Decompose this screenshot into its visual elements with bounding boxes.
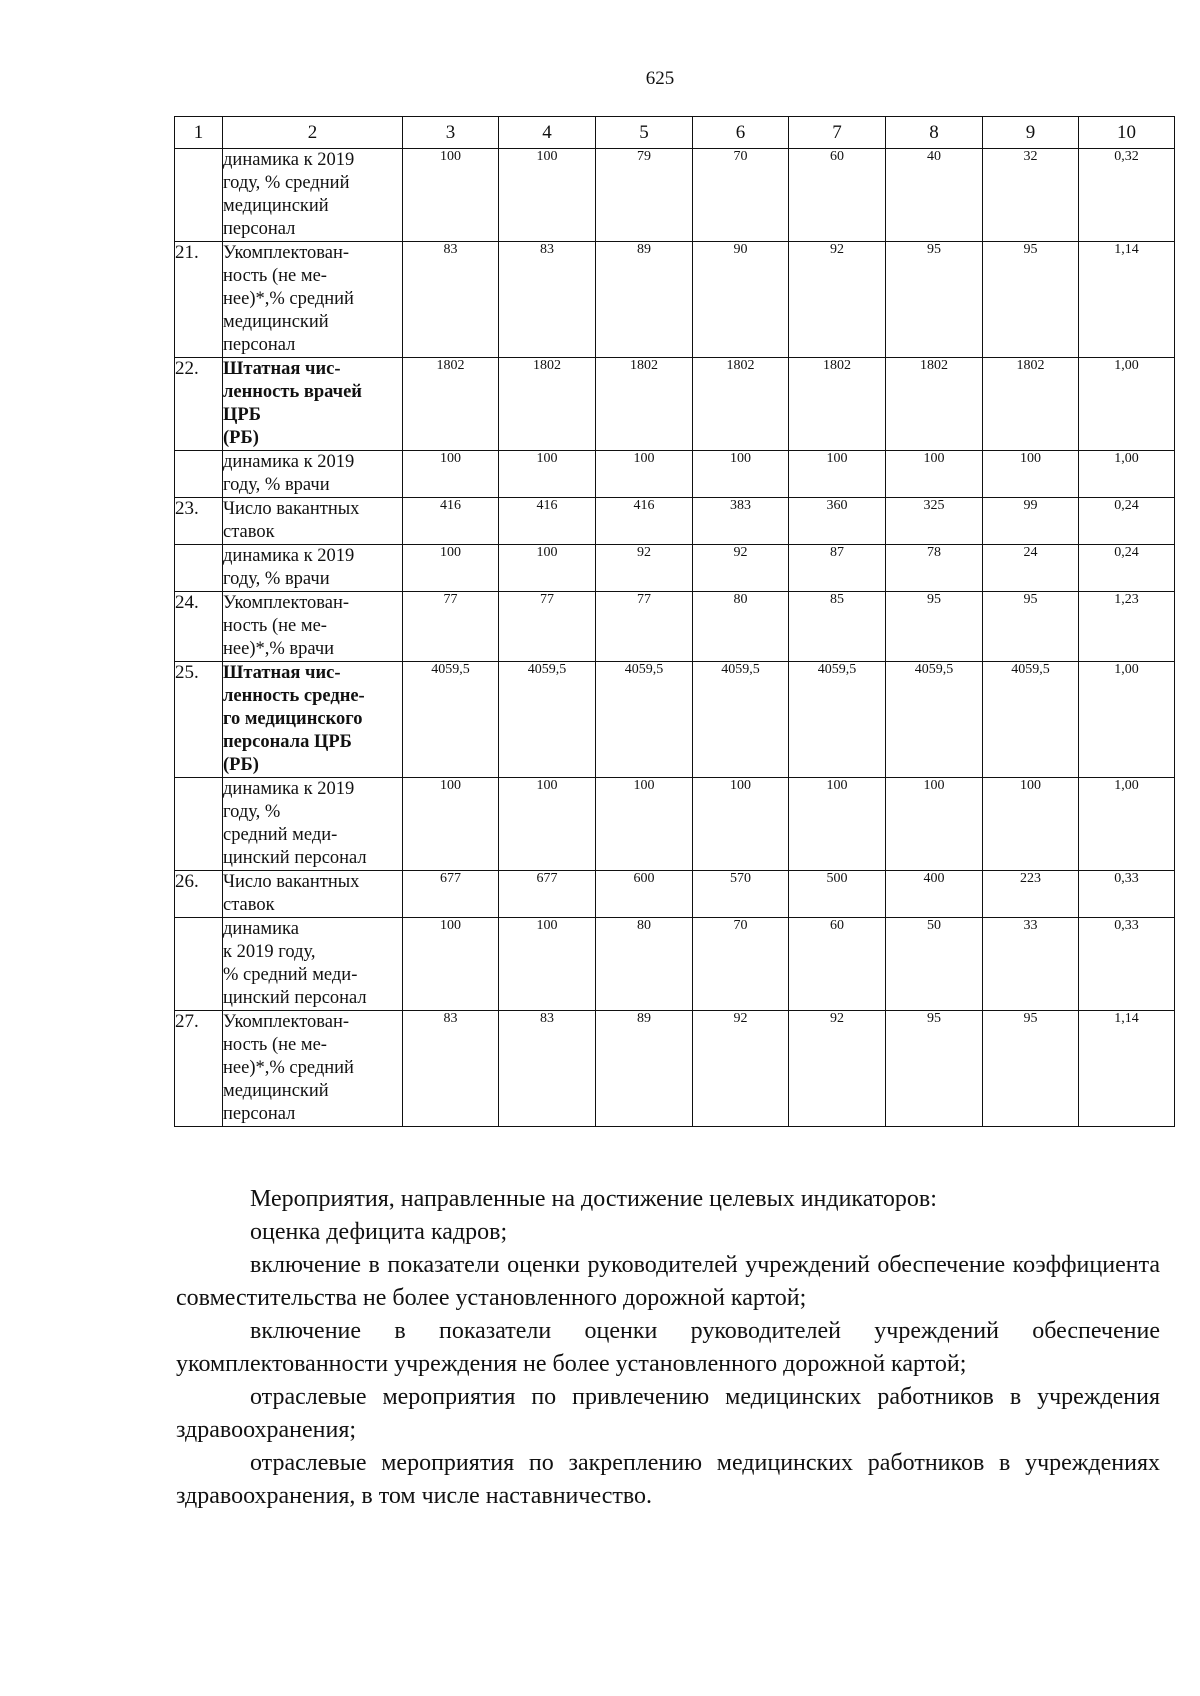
value-cell: 60 (789, 149, 886, 242)
value-cell: 100 (403, 545, 499, 592)
column-header: 4 (499, 117, 596, 149)
value-cell: 92 (693, 545, 789, 592)
value-cell: 1,00 (1079, 358, 1175, 451)
table-row (175, 149, 1175, 242)
value-cell: 24 (983, 545, 1079, 592)
value-cell: 99 (983, 498, 1079, 545)
value-cell: 100 (499, 545, 596, 592)
value-cell: 677 (403, 871, 499, 918)
value-cell: 1,14 (1079, 1011, 1175, 1127)
column-header: 5 (596, 117, 693, 149)
value-cell: 1802 (403, 358, 499, 451)
table-row (175, 662, 1175, 778)
column-header: 7 (789, 117, 886, 149)
value-cell: 100 (886, 778, 983, 871)
measures-heading: Мероприятия, направленные на достижение целевых индикаторов: (250, 1186, 937, 1212)
table-row (175, 592, 1175, 662)
indicator-name: Число вакантных ставок (223, 498, 403, 545)
column-header: 8 (886, 117, 983, 149)
table-header-row (175, 117, 1175, 149)
value-cell: 500 (789, 871, 886, 918)
row-number: 21. (175, 242, 223, 358)
value-cell: 4059,5 (596, 662, 693, 778)
value-cell: 100 (403, 149, 499, 242)
value-cell: 1,00 (1079, 778, 1175, 871)
value-cell: 100 (499, 149, 596, 242)
column-header: 1 (175, 117, 223, 149)
table-body (175, 149, 1175, 1127)
value-cell: 4059,5 (499, 662, 596, 778)
value-cell: 95 (983, 1011, 1079, 1127)
value-cell: 1,00 (1079, 662, 1175, 778)
indicator-name: динамика к 2019 году, % врачи (223, 545, 403, 592)
value-cell: 100 (886, 451, 983, 498)
value-cell: 100 (983, 451, 1079, 498)
row-number: 27. (175, 1011, 223, 1127)
value-cell: 416 (499, 498, 596, 545)
value-cell: 80 (693, 592, 789, 662)
value-cell: 92 (693, 1011, 789, 1127)
value-cell: 32 (983, 149, 1079, 242)
value-cell: 100 (983, 778, 1079, 871)
measure-item: включение в показатели оценки руководителей учреждений обеспечение укомплектованности учреждения не более установленного дорожной картой; (176, 1318, 1160, 1377)
value-cell: 4059,5 (886, 662, 983, 778)
value-cell: 677 (499, 871, 596, 918)
value-cell: 1,00 (1079, 451, 1175, 498)
row-number (175, 149, 223, 242)
value-cell: 1802 (693, 358, 789, 451)
value-cell: 89 (596, 242, 693, 358)
value-cell: 79 (596, 149, 693, 242)
indicator-name: Штатная чис- ленность средне- го медицинского персонала ЦРБ (РБ) (223, 662, 403, 778)
value-cell: 0,33 (1079, 918, 1175, 1011)
value-cell: 83 (499, 1011, 596, 1127)
value-cell: 77 (499, 592, 596, 662)
column-header: 9 (983, 117, 1079, 149)
table-row (175, 918, 1175, 1011)
indicator-name: Укомплектован- ность (не ме- нее)*,% средний медицинский персонал (223, 242, 403, 358)
value-cell: 83 (499, 242, 596, 358)
value-cell: 100 (403, 918, 499, 1011)
value-cell: 95 (886, 1011, 983, 1127)
value-cell: 0,33 (1079, 871, 1175, 918)
value-cell: 92 (789, 242, 886, 358)
value-cell: 100 (596, 778, 693, 871)
value-cell: 89 (596, 1011, 693, 1127)
column-header: 3 (403, 117, 499, 149)
indicators-table (174, 116, 1175, 1127)
value-cell: 416 (403, 498, 499, 545)
value-cell: 325 (886, 498, 983, 545)
value-cell: 100 (789, 451, 886, 498)
value-cell: 1,23 (1079, 592, 1175, 662)
column-header: 6 (693, 117, 789, 149)
indicator-name: Укомплектован- ность (не ме- нее)*,% средний медицинский персонал (223, 1011, 403, 1127)
measure-item: включение в показатели оценки руководителей учреждений обеспечение коэффициента совместительства не более установленного дорожной картой; (176, 1252, 1160, 1311)
column-header: 10 (1079, 117, 1175, 149)
value-cell: 33 (983, 918, 1079, 1011)
value-cell: 83 (403, 242, 499, 358)
measure-item: оценка дефицита кадров; (250, 1219, 508, 1245)
indicator-name: динамика к 2019 году, % средний меди- цинский персонал (223, 778, 403, 871)
indicator-name: Штатная чис- ленность врачей ЦРБ (РБ) (223, 358, 403, 451)
row-number (175, 545, 223, 592)
value-cell: 95 (886, 592, 983, 662)
value-cell: 83 (403, 1011, 499, 1127)
table-row (175, 1011, 1175, 1127)
table-row (175, 545, 1175, 592)
indicator-name: Число вакантных ставок (223, 871, 403, 918)
measure-item: отраслевые мероприятия по закреплению медицинских работников в учреждениях здравоохранения, в том числе наставничество. (176, 1450, 1160, 1509)
measures-text (176, 1183, 1160, 1513)
value-cell: 600 (596, 871, 693, 918)
value-cell: 40 (886, 149, 983, 242)
column-header: 2 (223, 117, 403, 149)
value-cell: 85 (789, 592, 886, 662)
indicator-name: динамика к 2019 году, % средний медицинский персонал (223, 149, 403, 242)
value-cell: 1802 (499, 358, 596, 451)
measure-item: отраслевые мероприятия по привлечению медицинских работников в учреждения здравоохранения; (176, 1384, 1160, 1443)
value-cell: 100 (403, 778, 499, 871)
value-cell: 70 (693, 149, 789, 242)
value-cell: 4059,5 (789, 662, 886, 778)
row-number (175, 778, 223, 871)
value-cell: 100 (596, 451, 693, 498)
value-cell: 92 (789, 1011, 886, 1127)
value-cell: 95 (983, 242, 1079, 358)
row-number: 23. (175, 498, 223, 545)
value-cell: 4059,5 (403, 662, 499, 778)
value-cell: 70 (693, 918, 789, 1011)
table-row (175, 242, 1175, 358)
value-cell: 4059,5 (693, 662, 789, 778)
value-cell: 383 (693, 498, 789, 545)
value-cell: 100 (693, 778, 789, 871)
row-number (175, 918, 223, 1011)
table-row (175, 498, 1175, 545)
value-cell: 1802 (983, 358, 1079, 451)
value-cell: 223 (983, 871, 1079, 918)
value-cell: 416 (596, 498, 693, 545)
page-number: 625 (645, 68, 675, 89)
table-row (175, 358, 1175, 451)
row-number (175, 451, 223, 498)
value-cell: 1802 (789, 358, 886, 451)
value-cell: 77 (596, 592, 693, 662)
value-cell: 92 (596, 545, 693, 592)
value-cell: 100 (499, 918, 596, 1011)
row-number: 24. (175, 592, 223, 662)
value-cell: 4059,5 (983, 662, 1079, 778)
value-cell: 100 (789, 778, 886, 871)
indicator-name: динамика к 2019 году, % врачи (223, 451, 403, 498)
value-cell: 95 (983, 592, 1079, 662)
value-cell: 87 (789, 545, 886, 592)
table-row (175, 778, 1175, 871)
value-cell: 80 (596, 918, 693, 1011)
indicator-name: динамика к 2019 году, % средний меди- цинский персонал (223, 918, 403, 1011)
value-cell: 1,14 (1079, 242, 1175, 358)
value-cell: 90 (693, 242, 789, 358)
value-cell: 77 (403, 592, 499, 662)
row-number: 26. (175, 871, 223, 918)
value-cell: 100 (693, 451, 789, 498)
table-row (175, 451, 1175, 498)
value-cell: 1802 (596, 358, 693, 451)
value-cell: 78 (886, 545, 983, 592)
value-cell: 95 (886, 242, 983, 358)
value-cell: 360 (789, 498, 886, 545)
value-cell: 100 (499, 451, 596, 498)
value-cell: 0,24 (1079, 545, 1175, 592)
value-cell: 570 (693, 871, 789, 918)
value-cell: 1802 (886, 358, 983, 451)
value-cell: 400 (886, 871, 983, 918)
value-cell: 100 (499, 778, 596, 871)
row-number: 22. (175, 358, 223, 451)
value-cell: 100 (403, 451, 499, 498)
value-cell: 0,24 (1079, 498, 1175, 545)
row-number: 25. (175, 662, 223, 778)
indicator-name: Укомплектован- ность (не ме- нее)*,% врачи (223, 592, 403, 662)
value-cell: 60 (789, 918, 886, 1011)
table-row (175, 871, 1175, 918)
value-cell: 0,32 (1079, 149, 1175, 242)
value-cell: 50 (886, 918, 983, 1011)
